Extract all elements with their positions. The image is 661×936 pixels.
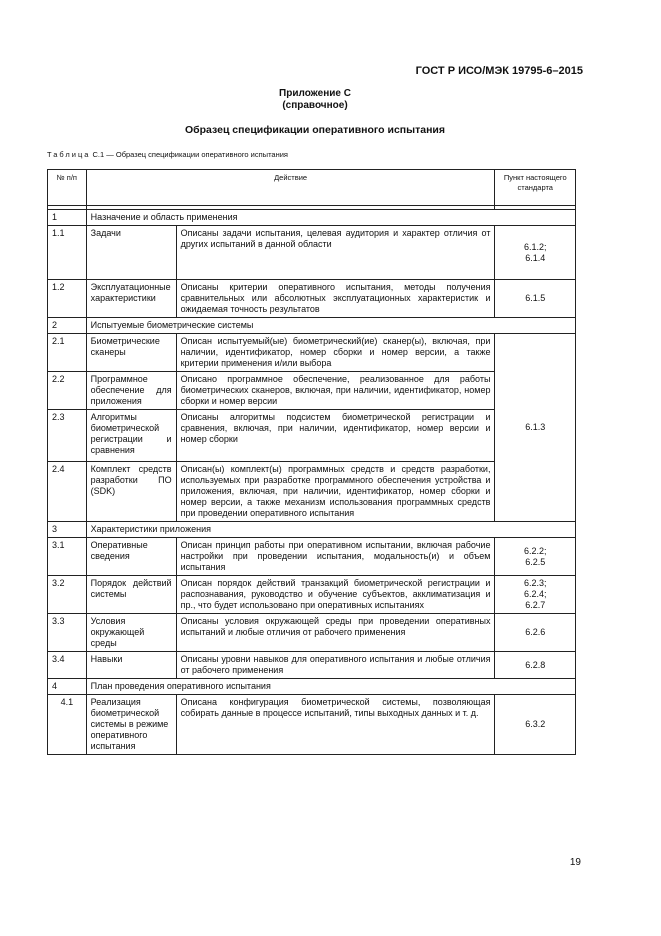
row-name: Комплект средств разработки ПО (SDK): [86, 462, 176, 522]
row-num: 2.4: [48, 462, 87, 522]
row-name: Программное обеспечение для приложения: [86, 372, 176, 410]
row-desc: Описаны алгоритмы подсистем биометрической регистрации и сравнения, включая, при наличии, идентификатор, номер версии и номер сборки: [176, 410, 495, 462]
table-header-row: [48, 170, 576, 206]
row-ref: 6.1.3: [495, 334, 576, 522]
caption-label: Таблица: [47, 150, 91, 159]
row-ref: 6.2.8: [495, 652, 576, 679]
section-title: Испытуемые биометрические системы: [86, 318, 575, 334]
row-ref: 6.1.5: [495, 280, 576, 318]
row-num: 1.1: [48, 226, 87, 280]
table-row: [48, 614, 576, 652]
document-title: Образец спецификации оперативного испытания: [184, 124, 445, 136]
row-num: 2.2: [48, 372, 87, 410]
row-num: 4: [48, 679, 87, 695]
row-num: 2: [48, 318, 87, 334]
row-num: 2.3: [48, 410, 87, 462]
row-desc: Описан испытуемый(ые) биометрический(ие) сканер(ы), включая, при наличии, идентификатор, номер сборки и номер версии, а также критерии применения и/или выбора: [176, 334, 495, 372]
row-name: Эксплуатационные характеристики: [86, 280, 176, 318]
table-row: [48, 280, 576, 318]
row-name: Биометрические сканеры: [86, 334, 176, 372]
table-row: [48, 652, 576, 679]
table-row: [48, 576, 576, 614]
row-num: 1.2: [48, 280, 87, 318]
section-title: Назначение и область применения: [86, 210, 575, 226]
ref-line: 6.2.5: [525, 556, 546, 567]
row-desc: Описана конфигурация биометрической системы, позволяющая собирать данные в процессе испытаний, типы выходных данных и т. д.: [176, 695, 495, 755]
section-row: [48, 210, 576, 226]
row-ref: [495, 576, 576, 614]
table-row: [48, 226, 576, 280]
row-num: 3.2: [48, 576, 87, 614]
ref-line: 6.1.2;: [523, 241, 547, 252]
row-num: 3.4: [48, 652, 87, 679]
annex-type: (справочное): [282, 100, 348, 111]
section-title: План проведения оперативного испытания: [86, 679, 575, 695]
table-row: [48, 695, 576, 755]
row-num: 3: [48, 522, 87, 538]
section-row: [48, 522, 576, 538]
row-desc: Описаны условия окружающей среды при проведении оперативных испытаний и любые отличия от рабочего применения: [176, 614, 495, 652]
table-row: [48, 538, 576, 576]
row-num: 3.1: [48, 538, 87, 576]
specification-table: [47, 169, 576, 755]
row-num: 3.3: [48, 614, 87, 652]
header-clause: Пункт настоящего стандарта: [495, 170, 576, 206]
row-name: Условия окружающей среды: [86, 614, 176, 652]
row-name: Алгоритмы биометрической регистрации и сравнения: [86, 410, 176, 462]
row-desc: Описано программное обеспечение, реализованное для работы биометрических сканеров, включая, при наличии, идентификатор, номер сборки и номер версии: [176, 372, 495, 410]
row-name: Навыки: [86, 652, 176, 679]
row-desc: Описан порядок действий транзакций биометрической регистрации и распознавания, руководство и обучение субъектов, акклиматизация и пр., что будет использовано при оперативных испытаниях: [176, 576, 495, 614]
annex-heading: [0, 88, 630, 112]
row-num: 4.1: [48, 695, 87, 755]
row-num: 1: [48, 210, 87, 226]
row-ref: [495, 538, 576, 576]
ref-line: 6.1.4: [525, 252, 546, 263]
caption-text: С.1 — Образец спецификации оперативного испытания: [92, 150, 288, 159]
row-name: Оперативные сведения: [86, 538, 176, 576]
row-name: Реализация биометрической системы в режиме оперативного испытания: [86, 695, 176, 755]
annex-title: Приложение С: [279, 88, 351, 99]
header-num: № п/п: [48, 170, 87, 206]
section-row: [48, 318, 576, 334]
row-name: Порядок действий системы: [86, 576, 176, 614]
row-desc: Описан принцип работы при оперативном испытании, включая рабочие настройки при проведении испытания, модальность(и) и объем испытания: [176, 538, 495, 576]
row-desc: Описаны уровни навыков для оперативного испытания и любые отличия от рабочего применения: [176, 652, 495, 679]
ref-line: 6.2.2;: [523, 545, 547, 556]
table-row: [48, 334, 576, 372]
ref-line: 6.2.3;: [523, 578, 547, 588]
row-num: 2.1: [48, 334, 87, 372]
header-action: Действие: [86, 170, 495, 206]
row-ref: [495, 226, 576, 280]
row-desc: Описаны критерии оперативного испытания, методы получения сравнительных или абсолютных эксплуатационных характеристик и ожидаемая точность результатов: [176, 280, 495, 318]
row-name: Задачи: [86, 226, 176, 280]
ref-line: 6.2.4;: [523, 589, 547, 599]
row-desc: Описаны задачи испытания, целевая аудитория и характер отличия от других испытаний в данной области: [176, 226, 495, 280]
row-ref: 6.3.2: [495, 695, 576, 755]
table-caption: [47, 150, 288, 159]
section-title: Характеристики приложения: [86, 522, 575, 538]
ref-line: 6.2.7: [525, 600, 546, 610]
page-number: 19: [569, 857, 581, 868]
row-desc: Описан(ы) комплект(ы) программных средств и средств разработки, используемых при разработке программного обеспечения устройства и приложения, включая, при наличии, идентификатор, номер сборки и номер версии, а также механизм использования программных средств при проведении оперативного испытания: [176, 462, 495, 522]
standard-number: ГОСТ Р ИСО/МЭК 19795-6–2015: [415, 65, 583, 77]
row-ref: 6.2.6: [495, 614, 576, 652]
section-row: [48, 679, 576, 695]
